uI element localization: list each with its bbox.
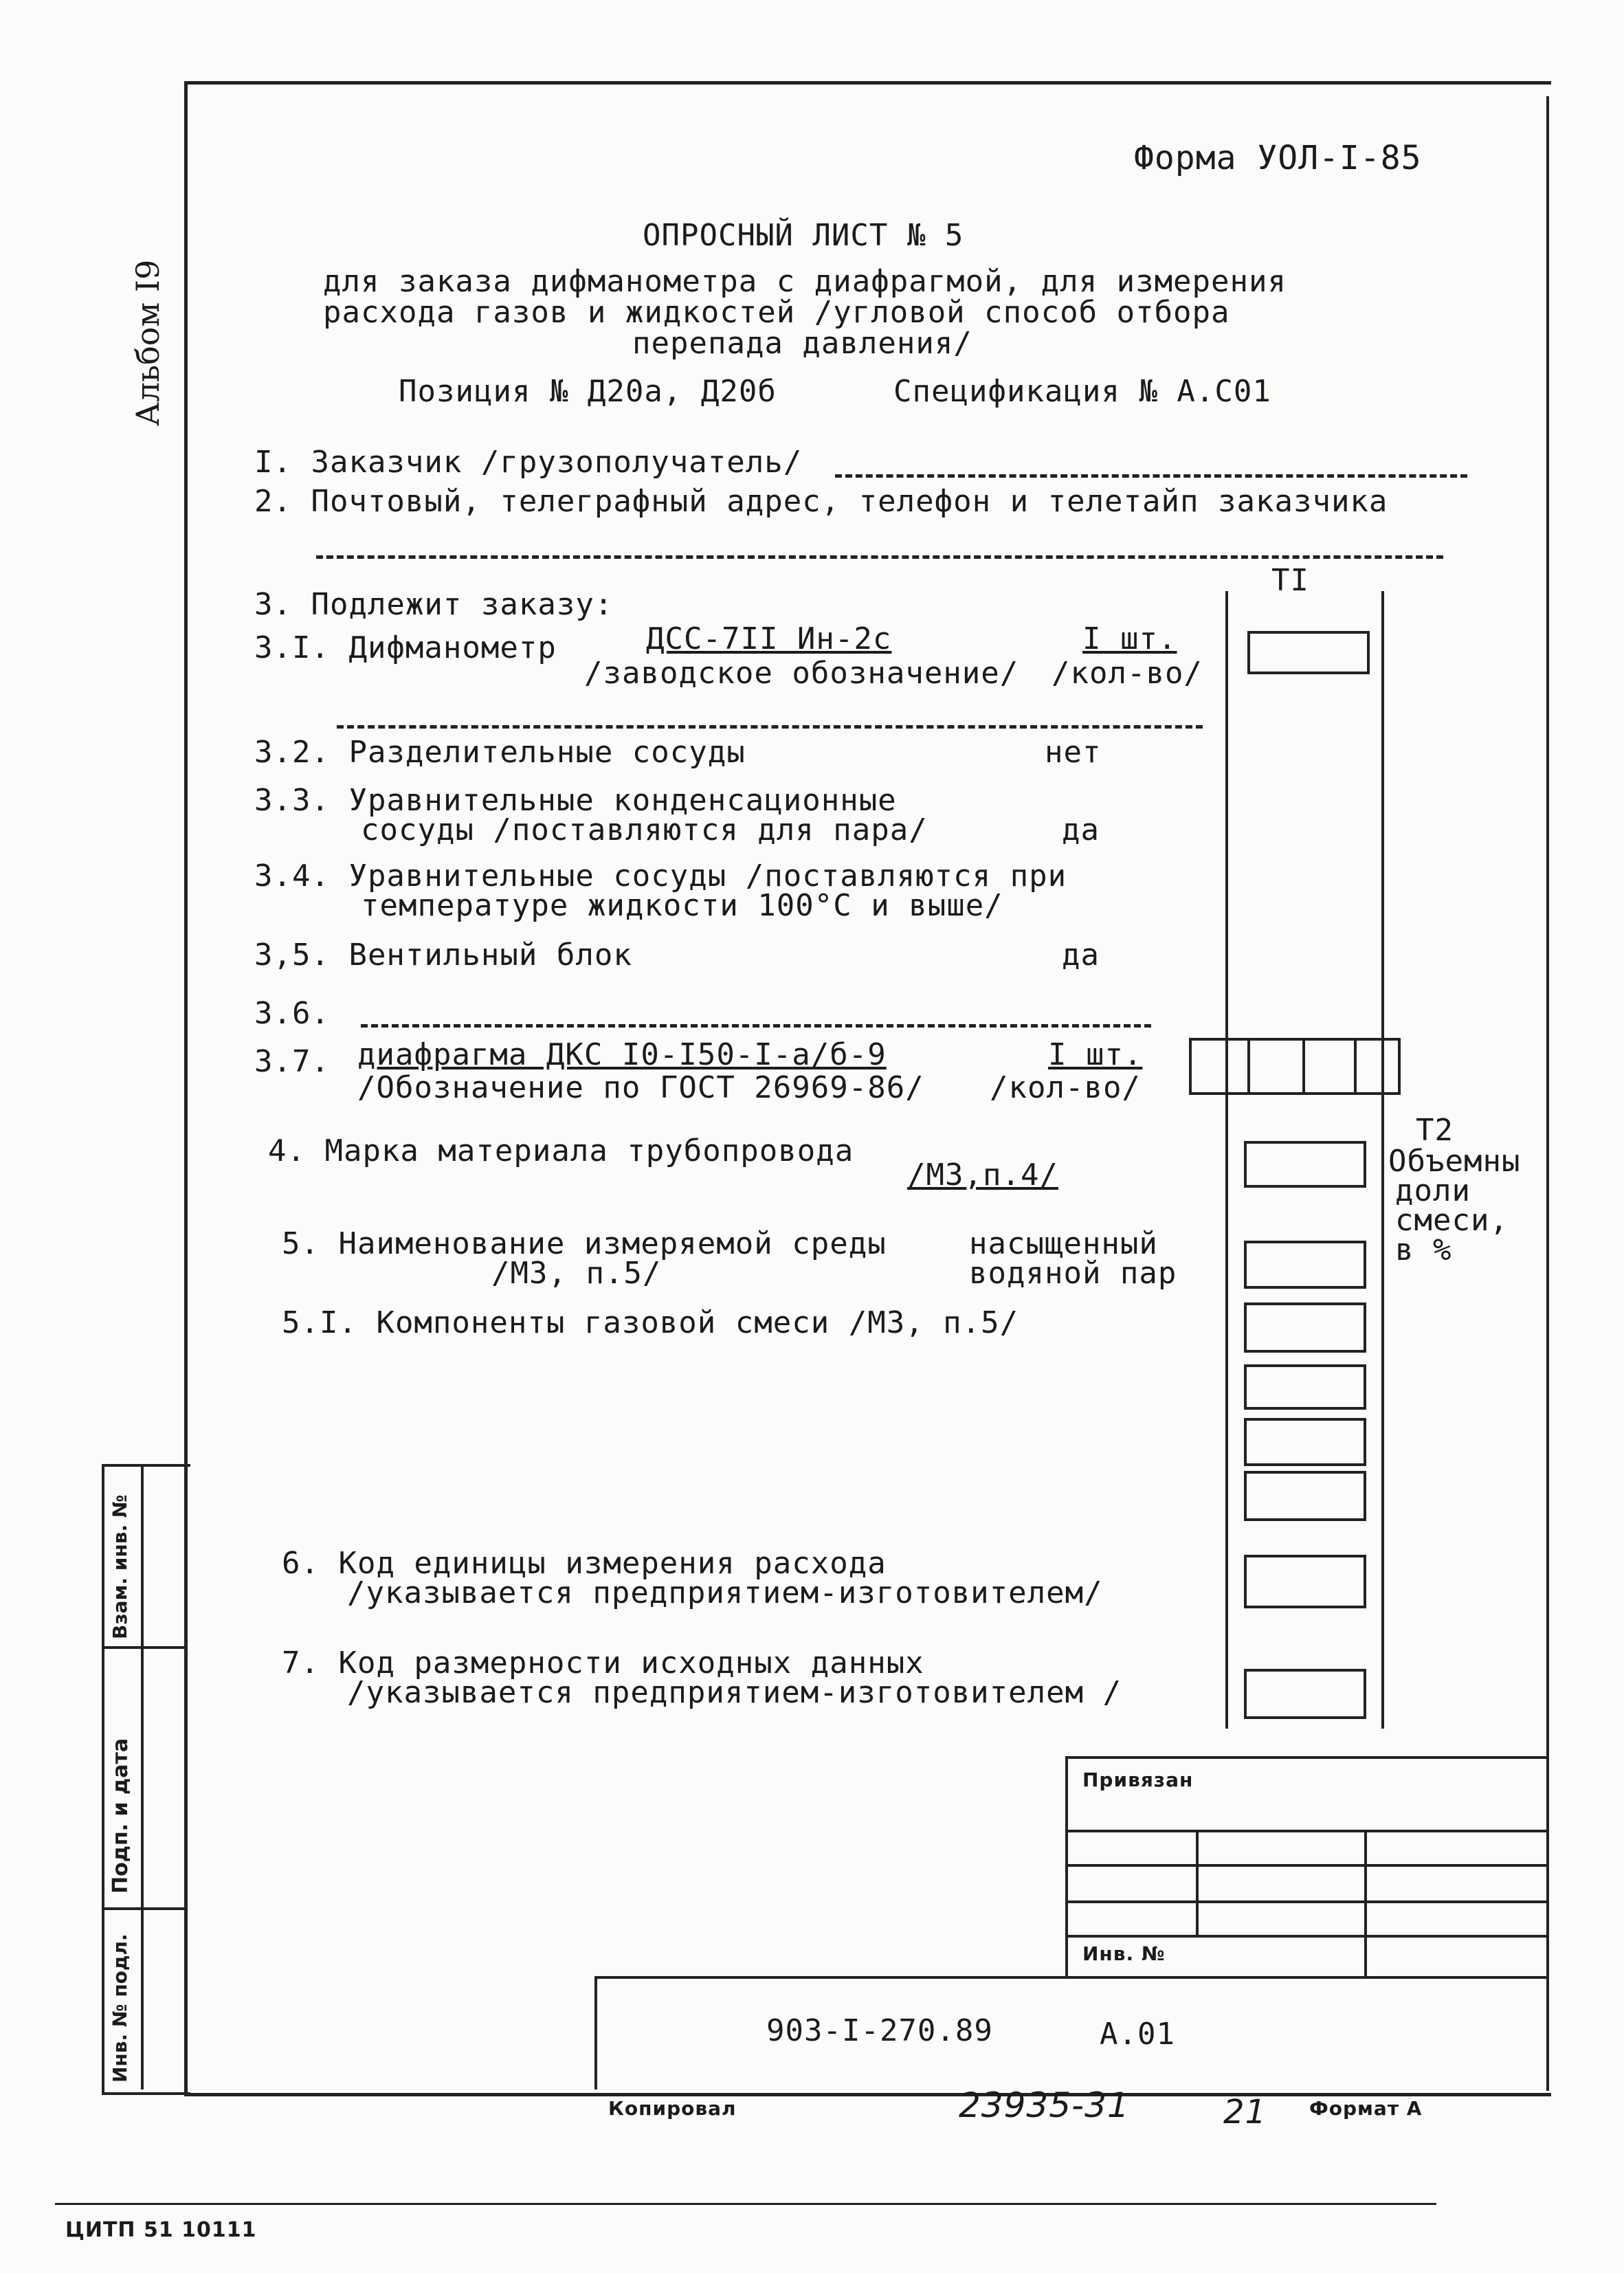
item-2-fill-line — [316, 555, 1443, 559]
stamp-top-line — [1065, 1756, 1548, 1759]
left-strip-line-1 — [102, 1646, 188, 1649]
item-3-2-value: нет — [1045, 735, 1102, 770]
position-label: Позиция № Д20а, Д20б — [399, 374, 777, 409]
frame-right-edge — [1546, 96, 1549, 2091]
left-strip-divider — [141, 1464, 144, 2089]
t2-box-3 — [1244, 1302, 1366, 1353]
item-3-5-label: 3,5. Вентильный блок — [254, 938, 632, 973]
stamp-inv: Инв. № — [1082, 1942, 1166, 1965]
column-side-line-4: в % — [1395, 1232, 1452, 1267]
item-3-7-label: 3.7. — [254, 1044, 330, 1079]
item-7-line-2: /указывается предприятием-изготовителем / — [347, 1675, 1122, 1710]
item-3: 3. Подлежит заказу: — [254, 587, 614, 622]
item-5-1: 5.I. Компоненты газовой смеси /М3, п.5/ — [282, 1305, 1019, 1340]
item-6-line-2: /указывается предприятием-изготовителем/ — [347, 1575, 1103, 1610]
stamp-line-5 — [1065, 1935, 1548, 1938]
item-3-2-label: 3.2. Разделительные сосуды — [254, 735, 746, 770]
item-7-line-1: 7. Код размерности исходных данных — [282, 1645, 924, 1681]
item-5-line-1: 5. Наименование измеряемой среды — [282, 1226, 887, 1261]
left-strip-vzam: Взам. инв. № — [109, 1494, 131, 1639]
item-4-value: /М3,п.4/ — [907, 1157, 1058, 1193]
left-strip-podp: Подп. и дата — [109, 1738, 133, 1894]
t2-box-5 — [1244, 1418, 1366, 1466]
subtitle-line-3: перепада давления/ — [632, 326, 972, 361]
segment-divider-1 — [1247, 1038, 1250, 1092]
item-4-label: 4. Марка материала трубопровода — [268, 1133, 854, 1168]
t1-box — [1247, 631, 1370, 674]
t2-box-4 — [1244, 1364, 1366, 1410]
item-3-1-caption: /заводское обозначение/ — [584, 656, 1019, 691]
segment-divider-3 — [1354, 1038, 1357, 1092]
item-3-1-qty-caption: /кол-во/ — [1052, 656, 1203, 691]
item-5-line-2: /М3, п.5/ — [491, 1256, 662, 1291]
footer-print-code: ЦИТП 51 10111 — [65, 2218, 257, 2242]
item-3-6-label: 3.6. — [254, 996, 330, 1031]
item-3-3-line-1: 3.3. Уравнительные конденсационные — [254, 783, 897, 818]
item-3-3-value: да — [1062, 812, 1100, 847]
subtitle-line-2: расхода газов и жидкостей /угловой способ отбора — [323, 295, 1230, 330]
item-5-value-1: насыщенный — [969, 1226, 1158, 1261]
segment-divider-2 — [1302, 1038, 1305, 1092]
stamp-number: 23935-31 — [959, 2085, 1130, 2125]
item-6-line-1: 6. Код единицы измерения расхода — [282, 1546, 887, 1581]
column-side-line-1: Объемны — [1388, 1144, 1521, 1179]
album-label: Альбом I9 — [129, 259, 166, 426]
item-3-1-qty: I шт. — [1082, 621, 1177, 656]
t2-box-1 — [1244, 1141, 1366, 1188]
left-strip-line-2 — [102, 1907, 188, 1910]
t2-box-8 — [1244, 1669, 1366, 1719]
column-side-line-2: доли — [1395, 1173, 1471, 1208]
stamp-line-2 — [1065, 1830, 1548, 1832]
stamp-inner-divider-1 — [1196, 1830, 1199, 1935]
stamp-inner-divider-2 — [1364, 1830, 1367, 1976]
specification-label: Спецификация № А.С01 — [893, 374, 1271, 409]
stamp-sheet: А.01 — [1100, 2017, 1175, 2052]
page-title: ОПРОСНЫЙ ЛИСТ № 5 — [643, 218, 964, 253]
column-right-line — [1381, 591, 1384, 1729]
column-side-line-3: смеси, — [1395, 1203, 1509, 1238]
stamp-main-left — [594, 1976, 597, 2089]
item-3-1-extra-line — [337, 725, 1203, 729]
item-3-1-label: 3.I. Дифманометр — [254, 630, 557, 665]
item-3-7-qty: I шт. — [1048, 1037, 1143, 1072]
stamp-kopiroval: Копировал — [608, 2097, 737, 2120]
item-3-5-value: да — [1062, 938, 1100, 973]
segmented-row — [1189, 1038, 1401, 1095]
item-1: I. Заказчик /грузополучатель/ — [254, 445, 803, 480]
t2-box-6 — [1244, 1471, 1366, 1521]
left-strip-inv-podl: Инв. № подл. — [109, 1933, 131, 2083]
stamp-format: Формат А — [1309, 2097, 1423, 2120]
item-5-value-2: водяной пар — [969, 1256, 1177, 1291]
item-3-4-line-1: 3.4. Уравнительные сосуды /поставляются при — [254, 858, 1067, 894]
t2-box-2 — [1244, 1241, 1366, 1289]
item-3-7-qty-caption: /кол-во/ — [990, 1070, 1141, 1105]
stamp-line-3 — [1065, 1864, 1548, 1867]
stamp-doc-code: 903-I-270.89 — [766, 2013, 993, 2048]
column-t2: T2 — [1416, 1113, 1454, 1148]
stamp-page: 21 — [1223, 2093, 1267, 2131]
item-3-4-line-2: температуре жидкости 100°С и выше/ — [361, 888, 1003, 923]
stamp-privyazan: Привязан — [1082, 1768, 1194, 1791]
stamp-main-top — [594, 1976, 1548, 1979]
t2-box-7 — [1244, 1555, 1366, 1608]
footer-line — [55, 2203, 1436, 2205]
stamp-line-4 — [1065, 1900, 1548, 1903]
form-label: Форма УОЛ-I-85 — [1134, 139, 1422, 177]
item-3-6-fill-line — [361, 1024, 1151, 1028]
item-3-7-value: диафрагма ДКС I0-I50-I-а/б-9 — [357, 1037, 887, 1072]
item-3-7-caption: /Обозначение по ГОСТ 26969-86/ — [357, 1070, 924, 1105]
item-3-3-line-2: сосуды /поставляются для пара/ — [361, 812, 928, 847]
item-3-1-value: ДСС-7II Ин-2с — [646, 621, 892, 656]
column-t1: TI — [1271, 563, 1309, 598]
item-2: 2. Почтовый, телеграфный адрес, телефон и телетайп заказчика — [254, 484, 1388, 519]
item-1-fill-line — [835, 474, 1467, 478]
column-left-line — [1225, 591, 1228, 1729]
subtitle-line-1: для заказа дифманометра с диафрагмой, для измерения — [323, 264, 1287, 299]
